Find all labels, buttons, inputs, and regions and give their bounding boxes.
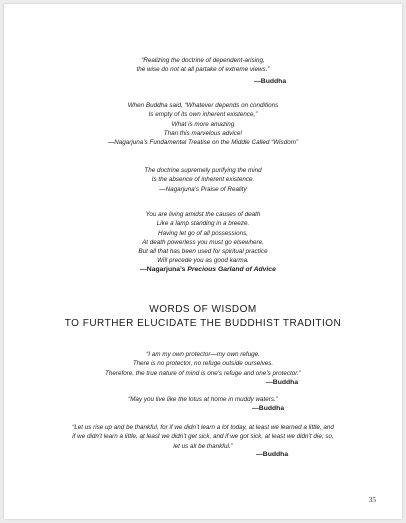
quote-marvelous-advice — [4, 101, 402, 147]
quote-line: The doctrine supremely purifying the mind — [144, 167, 262, 174]
quote-line: let us all be thankful.” — [173, 442, 233, 450]
section-heading-line: TO FURTHER ELUCIDATE THE BUDDHIST TRADITION — [64, 318, 342, 329]
quote-source: —Nagarjuna’s Fundamental Treatise on the Middle Called “Wisdom” — [107, 139, 299, 147]
quote-line: “May you live like the lotus at home in muddy waters.” — [128, 396, 278, 403]
quote-line: Is empty of its own inherent existence,” — [148, 111, 258, 119]
quote-line: Than this marvelous advice! — [163, 129, 243, 137]
quote-line: if we didn’t learn a little, at least we didn’t get sick, and if we got sick, at least we didn’t die; so, — [72, 433, 334, 441]
quote-dependent-arising — [4, 56, 402, 75]
quote-line: What is more amazing — [171, 120, 235, 128]
quote-lotus — [4, 395, 402, 404]
quote-line: “Realizing the doctrine of dependent-arising, — [141, 57, 265, 64]
book-page — [4, 4, 402, 519]
quote-be-thankful — [4, 423, 402, 451]
quote-attribution: —Buddha — [266, 379, 299, 386]
quote-line: Like a lamp standing in a breeze. — [156, 220, 250, 228]
section-heading — [4, 303, 402, 331]
quote-line: “Let us rise up and be thankful, for if we didn’t learn a lot today, at least we learned a little, and — [72, 424, 334, 431]
quote-line: At death powerless you must go elsewhere, — [142, 238, 264, 246]
attribution-title: Precious Garland of Advice — [187, 266, 276, 273]
quote-line: “I am my own protector—my own refuge. — [146, 351, 260, 358]
quote-line: Therefore, the true nature of mind is one’s refuge and one’s protector.” — [105, 369, 301, 377]
quote-line: But all that has been used for spiritual practice — [138, 248, 268, 256]
quote-attribution — [140, 265, 276, 274]
quote-line: Will precede you as good karma. — [157, 257, 249, 265]
quote-attribution: —Buddha — [256, 451, 289, 458]
quote-line: Having let go of all possessions, — [158, 229, 248, 237]
quote-source: —Nagarjuna’s Praise of Reality — [159, 185, 247, 193]
quote-line: When Buddha said, “Whatever depends on conditions — [127, 102, 279, 109]
quote-causes-of-death — [4, 210, 402, 266]
quote-line: There is no protector, no refuge outside ourselves. — [132, 360, 274, 368]
quote-line: the wise do not at all partake of extreme views.” — [136, 66, 270, 74]
attribution-prefix: —Nagarjuna’s — [140, 266, 188, 273]
section-heading-line: WORDS OF WISDOM — [149, 304, 257, 315]
quote-line: Is the absence of inherent existence. — [151, 176, 255, 184]
quote-line: You are living amidst the causes of death — [145, 211, 261, 218]
quote-attribution: —Buddha — [252, 405, 285, 412]
quote-own-protector — [4, 350, 402, 378]
page-number: 35 — [368, 495, 376, 504]
quote-purifying-doctrine — [4, 166, 402, 194]
quote-attribution: —Buddha — [254, 78, 287, 85]
